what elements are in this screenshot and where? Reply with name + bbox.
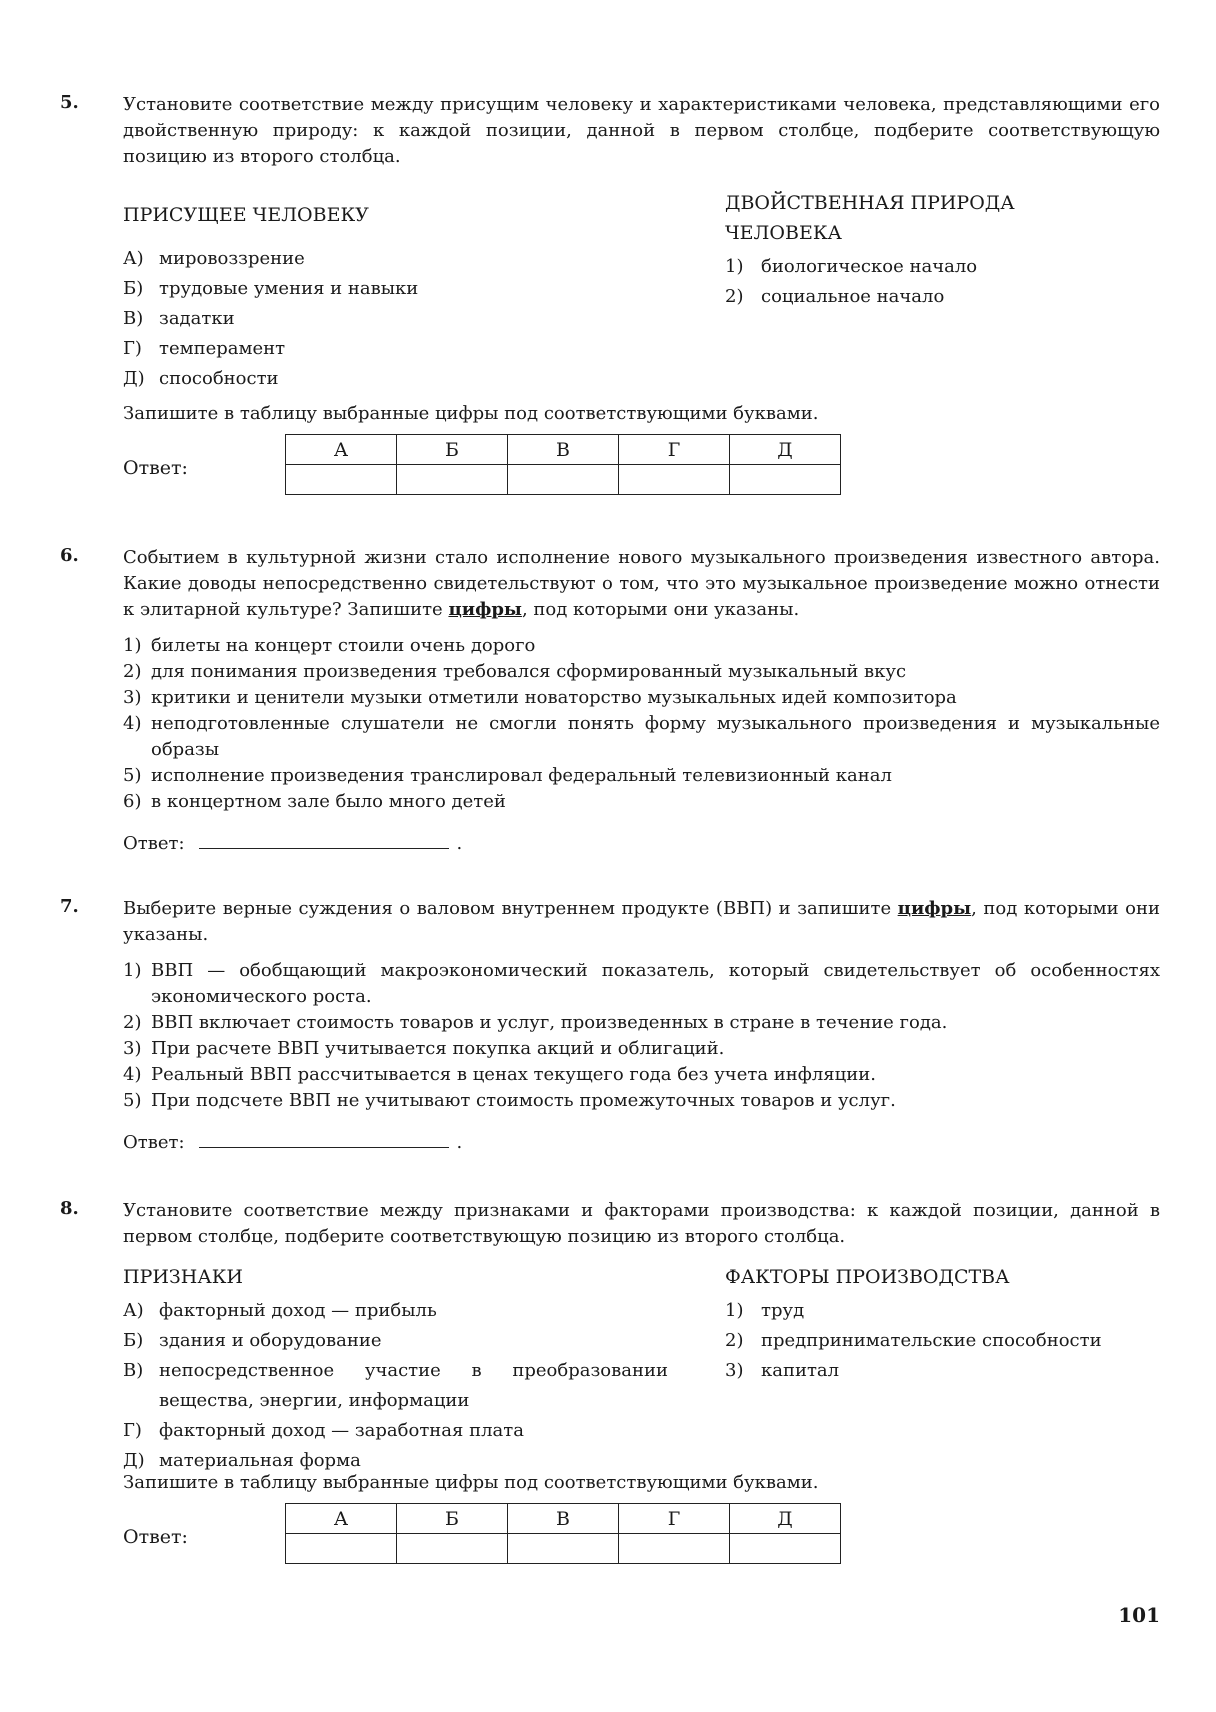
right-item: 2) предпринимательские способности <box>725 1330 1102 1351</box>
instruction: Запишите в таблицу выбранные цифры под соответствующими буквами. <box>123 403 819 424</box>
table-header-cell: Г <box>619 435 730 465</box>
list-item: 2) ВВП включает стоимость товаров и услуг, произведенных в стране в течение года. <box>123 1012 948 1033</box>
answer-label: Ответ: <box>123 833 185 854</box>
right-item: 3) капитал <box>725 1360 840 1381</box>
list-item: 3) критики и ценители музыки отметили новаторство музыкальных идей композитора <box>123 687 957 708</box>
answer-cell[interactable] <box>397 1534 508 1564</box>
question-text: Установите соответствие между присущим человеку и характеристиками человека, представляющими его двойственную природу: к каждой позиции, данной в первом столбце, подберите соответствующую позицию из второго столбца. <box>123 94 1160 167</box>
left-column-header: ПРИСУЩЕЕ ЧЕЛОВЕКУ <box>123 204 369 226</box>
question-text: Событием в культурной жизни стало исполнение нового музыкального произведения известного автора. Какие доводы непосредственно свидетельствуют о том, что это музыкальное произведение можно отнести к элитарной культуре? Запишите цифры, под которыми они указаны. <box>123 547 1160 620</box>
left-item: А) факторный доход — прибыль <box>123 1300 437 1321</box>
answer-label: Ответ: <box>123 457 188 479</box>
list-item: 2) для понимания произведения требовался сформированный музыкальный вкус <box>123 661 907 682</box>
right-column-header: ФАКТОРЫ ПРОИЗВОДСТВА <box>725 1266 1010 1288</box>
question-number: 5. <box>60 92 79 113</box>
table-header-cell: В <box>508 1504 619 1534</box>
answer-cell[interactable] <box>508 465 619 495</box>
list-item: 3) При расчете ВВП учитывается покупка акций и облигаций. <box>123 1038 725 1059</box>
question-text: Установите соответствие между признаками и факторами производства: к каждой позиции, данной в первом столбце, подберите соответствующую позицию из второго столбца. <box>123 1200 1160 1247</box>
answer-input-line[interactable] <box>199 1131 449 1148</box>
answer-cell[interactable] <box>619 465 730 495</box>
list-item: 1) ВВП — обобщающий макроэкономический показатель, который свидетельствует об особенностях экономического роста. <box>123 960 1160 1007</box>
right-column-header: ДВОЙСТВЕННАЯ ПРИРОДА ЧЕЛОВЕКА <box>725 192 1015 244</box>
question-number: 8. <box>60 1198 79 1219</box>
left-item: Г) темперамент <box>123 338 286 359</box>
page-number: 101 <box>1118 1603 1160 1627</box>
answer-label: Ответ: <box>123 1526 188 1548</box>
answer-table <box>285 434 841 495</box>
question-7 <box>60 896 1160 1156</box>
answer-cell[interactable] <box>730 1534 841 1564</box>
answer-cell[interactable] <box>286 1534 397 1564</box>
answer-label: Ответ: <box>123 1132 185 1153</box>
left-item: Д) способности <box>123 368 279 389</box>
answer-input-line[interactable] <box>199 832 449 849</box>
answer-table <box>285 1503 841 1564</box>
list-item: 6) в концертном зале было много детей <box>123 791 506 812</box>
answer-cell[interactable] <box>619 1534 730 1564</box>
list-item: 4) Реальный ВВП рассчитывается в ценах текущего года без учета инфляции. <box>123 1064 876 1085</box>
question-text: Выберите верные суждения о валовом внутреннем продукте (ВВП) и запишите цифры, под которыми они указаны. <box>123 898 1160 945</box>
list-item: 4) неподготовленные слушатели не смогли понять форму музыкального произведения и музыкальные образы <box>123 713 1160 760</box>
answer-cell[interactable] <box>730 465 841 495</box>
table-header-cell: А <box>286 1504 397 1534</box>
table-header-cell: Г <box>619 1504 730 1534</box>
table-header-cell: Б <box>397 1504 508 1534</box>
question-6 <box>60 545 1160 857</box>
answer-cell[interactable] <box>286 465 397 495</box>
left-item: В) непосредственное участие в преобразовании вещества, энергии, информации <box>123 1360 668 1411</box>
left-column-header: ПРИЗНАКИ <box>123 1266 243 1288</box>
options-list <box>123 633 1160 815</box>
left-item: Г) факторный доход — заработная плата <box>123 1420 524 1441</box>
left-item: Б) трудовые умения и навыки <box>123 278 419 299</box>
right-item: 1) биологическое начало <box>725 256 978 277</box>
options-list <box>123 958 1160 1114</box>
right-item: 2) социальное начало <box>725 286 945 307</box>
table-header-cell: Б <box>397 435 508 465</box>
table-header-cell: В <box>508 435 619 465</box>
question-number: 7. <box>60 896 79 917</box>
right-item: 1) труд <box>725 1300 805 1321</box>
list-item: 5) При подсчете ВВП не учитывают стоимость промежуточных товаров и услуг. <box>123 1090 896 1111</box>
left-item: В) задатки <box>123 308 235 329</box>
instruction: Запишите в таблицу выбранные цифры под соответствующими буквами. <box>123 1472 819 1493</box>
table-header-cell: Д <box>730 435 841 465</box>
table-header-cell: А <box>286 435 397 465</box>
list-item: 5) исполнение произведения транслировал федеральный телевизионный канал <box>123 765 892 786</box>
answer-line: Ответ: . <box>123 1132 463 1153</box>
answer-cell[interactable] <box>508 1534 619 1564</box>
left-item: Д) материальная форма <box>123 1450 361 1471</box>
question-number: 6. <box>60 545 79 566</box>
left-item: Б) здания и оборудование <box>123 1330 382 1351</box>
question-8 <box>60 1198 1160 1569</box>
table-header-cell: Д <box>730 1504 841 1534</box>
question-5 <box>60 92 1160 500</box>
answer-line: Ответ: . <box>123 833 463 854</box>
list-item: 1) билеты на концерт стоили очень дорого <box>123 635 536 656</box>
answer-cell[interactable] <box>397 465 508 495</box>
left-item: А) мировоззрение <box>123 248 305 269</box>
